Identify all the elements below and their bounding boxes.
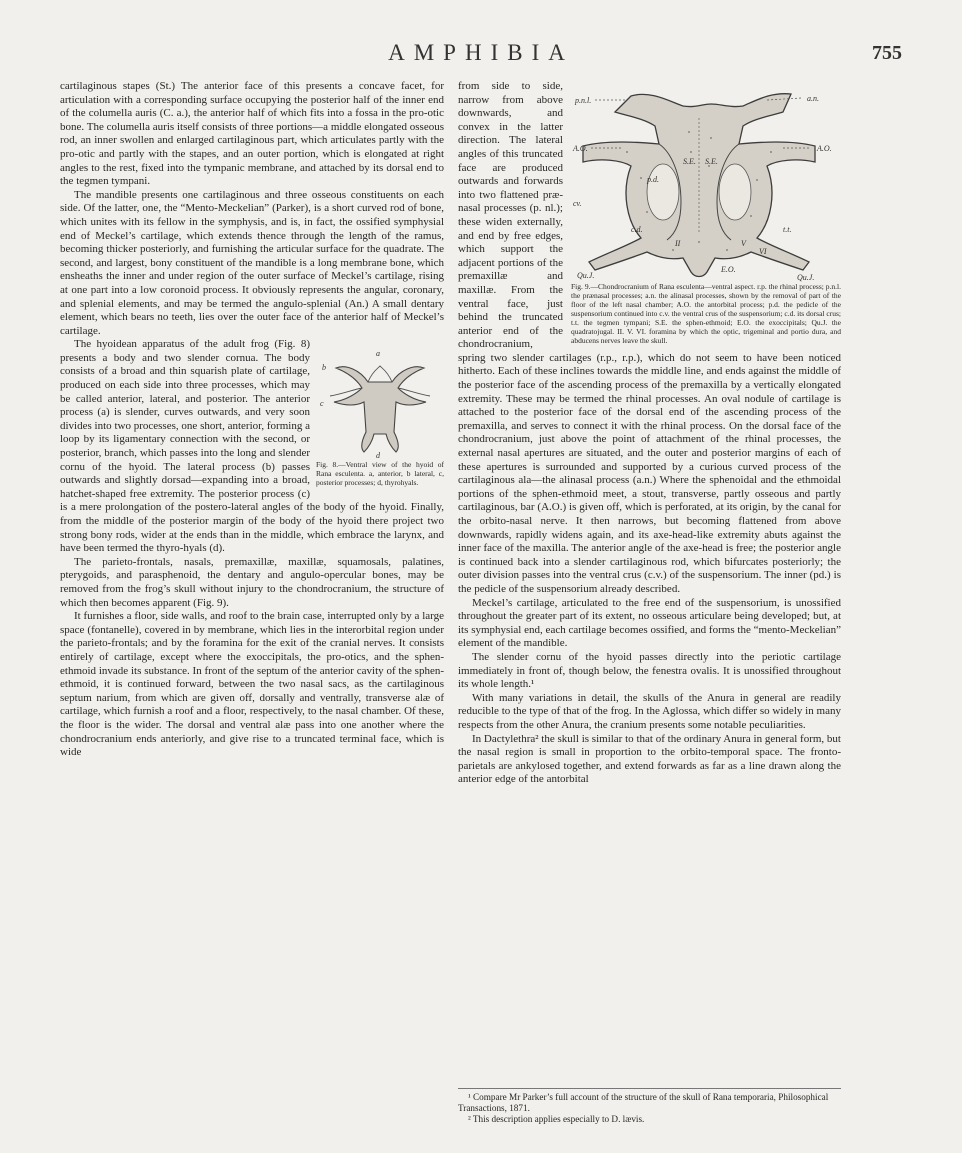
paragraph-hyoid: The hyoidean apparatus of the adult frog (Fig. 8) presents a body and two slender cornua. The body consists of a broad and thin squarish plate of cartilage, produced on each side into three processes, which may be called anterior, lateral, and posterior. The anterior process (a) is slender, curves outwards, and very soon divides into two processes, one short, anterior, forming a loop by its ligamentary connection with the second, or posterior, branch, which passes into the long and slender cornu of the hyoid. The lateral process (b) passes outwards and slightly dorsad—expanding into a broad, hatchet-shaped free extremity. The posterior process (c) is a mere prolongation of the postero-lateral angles of the body of the hyoid. Finally, from the middle of the posterior margin of the body of the hyoid there project two strong bony rods, wider at the ends than in the middle, which embrace the larynx, and have been termed the thyro-hyals (d). bbox=[60, 338, 444, 555]
fig9-label-quj-left: Qu.J. bbox=[577, 271, 595, 280]
paragraph-hyoid-cornu: The slender cornu of the hyoid passes directly into the periotic cartilage immediately in front of, though below, the fenestra ovalis. It is unossified throughout its whole length.¹ bbox=[458, 650, 841, 691]
fig9-label-eo: E.O. bbox=[721, 265, 736, 274]
fig9-label-ii: II bbox=[675, 239, 681, 248]
fig8-label-d: d bbox=[376, 451, 380, 461]
fig9-label-an: a.n. bbox=[807, 94, 819, 103]
running-title: AMPHIBIA bbox=[388, 40, 574, 65]
figure-9-caption: Fig. 9.—Chondrocranium of Rana esculenta—ventral aspect. r.p. the rhinal process; p.n.l. the prænasal processes; a.n. the alinasal processes, shown by the removal of part of the floor of the left nasal chamber; A.O. the antorbital process; p.d. the pedicle of the suspensorium continued into c.v. the ventral crus of the suspensorium; c.d. its dorsal crus; t.t. the tegmen tympani; S.E. the sphen-ethmoid; E.O. the exoccipitals; Qu.J. the quadratojugal. II. V. VI. foramina by which the optic, trigeminal and portio dura, and abducens nerves leave the skull. bbox=[571, 282, 841, 345]
paragraph-removal: The parieto-frontals, nasals, premaxillæ, maxillæ, squamosals, palatines, pterygoids, and parasphenoid, the dentary and angulo-opercular bones, may be removed from the frog’s skull without injury to the chondrocranium, the structure of which then becomes apparent (Fig. 9). bbox=[60, 555, 444, 609]
paragraph-prenasal: from side to side, narrow from above downwards, and convex in the latter direction. The lateral angles of this truncated face are produced outwards and forwards into two flattened præ-nasal processes (p. nl.); these widen externally, and end by free edges, which support the adjacent portions of the premaxillæ and maxillæ. From the ventral face, just behind the truncated anterior end of the chondrocranium, spring two slender cartilages (r.p., r.p.), which do not seem to have been noticed hitherto. Each of these inclines towards the middle line, and ends against the middle of the posterior face of the ascending process of the premaxilla by a vertically elongated extremity. These may be termed the rhinal processes. An oval nodule of cartilage is attached to the posterior face of the dorsal end of the ascending process of the premaxilla, and serves to connect it with the rhinal process. On the dorsal face of the chondrocranium, just above the point of attachment of the rhinal processes, the external nasal apertures are situated, and the outer and posterior margins of each of these apertures is surrounded and supported by a curious curved process of the cartilaginous ala—the alinasal process (a.n.) Where the sphenoidal and the ethmoidal portions of the sphen-ethmoid meet, a stout, transverse, partly osseous and partly cartilaginous, bar (A.O.) is given off, which is perforated, at its origin, by the canal for the orbito-nasal nerve. It then narrows, but becoming flattened from above downwards, rapidly widens again, and its axe-head-like extremity abuts against the inner face of the maxilla. The anterior angle of the axe-head is free; the posterior angle is continued back into a slender cartilaginous rod, which bifurcates posteriorly; the outer division passes into the ventral crus (c.v.) of the suspensorium. The inner (pd.) is the pedicle of the suspensorium already described. bbox=[458, 80, 841, 595]
left-column bbox=[60, 80, 444, 760]
figure-8-hyoid bbox=[316, 342, 444, 487]
footnote-1: ¹ Compare Mr Parker’s full account of the structure of the skull of Rana temporaria, Philosophical Transactions, 1871. bbox=[458, 1092, 829, 1113]
hyoid-illustration bbox=[316, 342, 444, 460]
fig9-label-cd: c.d. bbox=[631, 225, 643, 234]
figure-9-chondrocranium bbox=[571, 82, 841, 345]
fig9-label-vi: VI bbox=[759, 247, 767, 256]
fig9-label-pd: p.d. bbox=[647, 175, 659, 184]
paragraph-anura: With many variations in detail, the skulls of the Anura in general are readily reducible to the type of that of the frog. In the Aglossa, which differ so widely in many respects from the other Anura, the cranium presents some notable peculiarities. bbox=[458, 691, 841, 731]
footnotes bbox=[458, 1088, 841, 1125]
fig8-label-b: b bbox=[322, 363, 326, 373]
footnote-2: ² This description applies especially to D. lævis. bbox=[468, 1114, 645, 1124]
fig9-label-ao-left: A.O. bbox=[573, 144, 588, 153]
paragraph-stapes: cartilaginous stapes (St.) The anterior face of this presents a concave facet, for articulation with a corresponding surface occupying the posterior half of the inner end of the columella auris (C. a.), the anterior half of which fits into a fossa in the pro-otic bone. The columella auris itself consists of three portions—a middle elongated osseous rod, an inner swollen and enlarged cartilaginous part, which articulates partly with the pro-otic and partly with the stapes, and an outer portion, which is elongated at right angles to the rest, fixed into the tympanic membrane, and attached by its dorsal end to the tegmen tympani. bbox=[60, 80, 444, 188]
fig9-label-v: V bbox=[741, 239, 746, 248]
fig8-label-a: a bbox=[376, 349, 380, 359]
paragraph-meckel: Meckel’s cartilage, articulated to the free end of the suspensorium, is unossified throughout the greater part of its extent, no osseous articulare being developed; but, at its symphysial end, each cartilage becomes ossified, and forms the “mento-Meckelian” element of the mandible. bbox=[458, 596, 841, 650]
fig9-label-ao-right: A.O. bbox=[817, 144, 832, 153]
right-column bbox=[458, 80, 841, 787]
fig9-label-quj-right: Qu.J. bbox=[797, 273, 815, 282]
fig9-label-cv: cv. bbox=[573, 199, 582, 208]
paragraph-chondrocranium: It furnishes a floor, side walls, and roof to the brain case, interrupted only by a large space (fontanelle), covered in by membrane, which lies in the interorbital region under the parieto-frontals; and by the foramina for the exit of the cranial nerves. It consists entirely of cartilage, except where the exoccipitals, the pro-otics, and the sphen-ethmoid invade its substance. In front of the septum of the anterior cavity of the sphen-ethmoid, it is continued forward, between the two nasal sacs, as the cartilaginous septum narium, from which are given off, dorsally and ventrally, transverse alæ of cartilage, which furnish a roof and a floor, respectively, to the nasal chamber. Of these, the floor is the wider. The dorsal and ventral alæ pass into one another where the chondrocranium ends anteriorly, and give rise to a truncated terminal face, which is wide bbox=[60, 610, 444, 759]
figure-8-caption: Fig. 8.—Ventral view of the hyoid of Rana esculenta. a, anterior, b lateral, c, posterior processes; d, thyrohyals. bbox=[316, 460, 444, 488]
fig9-label-tt: t.t. bbox=[783, 225, 792, 234]
fig9-label-pnl: p.n.l. bbox=[575, 96, 592, 105]
page-number: 755 bbox=[872, 42, 902, 64]
paragraph-dactylethra: In Dactylethra² the skull is similar to that of the ordinary Anura in general form, but the nasal region is small in proportion to the orbito-temporal space. The fronto-parietals are ankylosed together, and extend forwards as far as a line drawn along the anterior edge of the antorbital bbox=[458, 732, 841, 786]
paragraph-mandible: The mandible presents one cartilaginous and three osseous constituents on each side. Of the latter, one, the “Mento-Meckelian” (Parker), is a short curved rod of bone, which unites with its fellow in the symphysis, and is, in fact, the ossified symphysial end of Meckel’s cartilage, which extends thence through the length of the ramus, becoming thicker posteriorly, and furnishing the articular surface for the quadrate. The second, and largest, bony constituent of the mandible is a long membrane bone, which ensheaths the inner and under region of the outer surface of Meckel’s cartilage, rising at one part into a low coronoid process. It obviously represents the angular, coronary, and splenial elements, and may be termed the angulo-splenial (An.) A small dentary element, which bears no teeth, lies over the outer face of the anterior half of Meckel’s cartilage. bbox=[60, 188, 444, 337]
page-header bbox=[60, 40, 902, 70]
fig9-label-se-left: S.E. bbox=[683, 157, 696, 166]
chondrocranium-illustration bbox=[571, 82, 841, 282]
fig9-label-se-right: S.E. bbox=[705, 157, 718, 166]
fig8-label-c: c bbox=[320, 399, 324, 409]
